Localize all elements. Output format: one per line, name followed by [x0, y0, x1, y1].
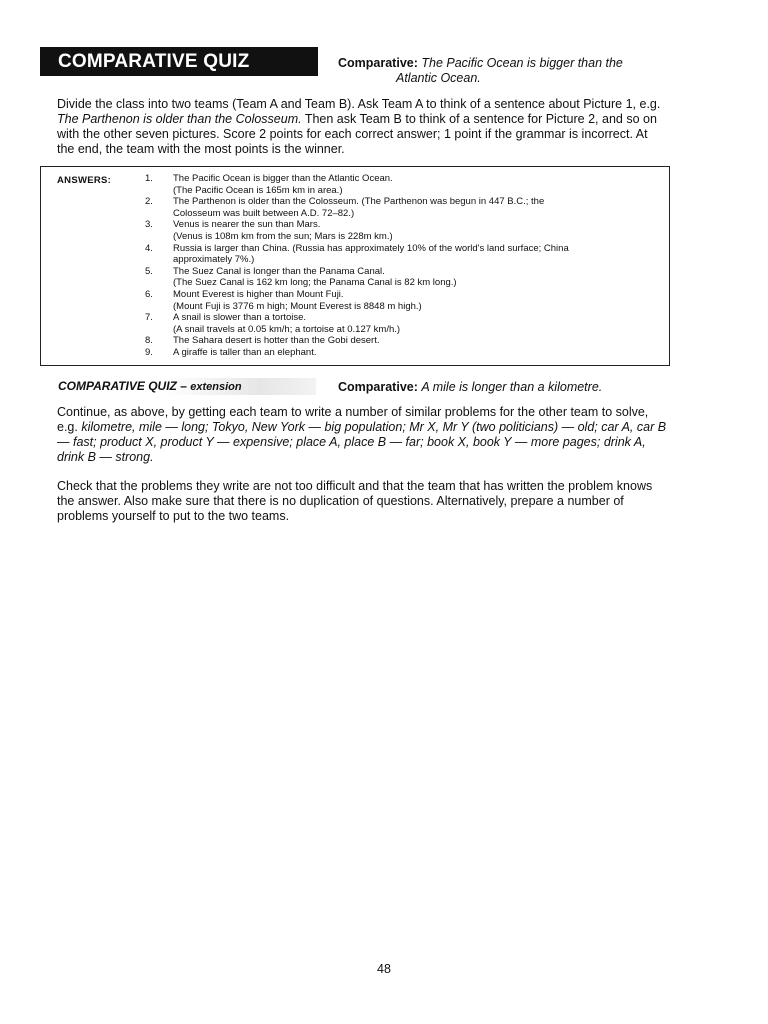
- answer-line-2: (A snail travels at 0.05 km/h; a tortoise at 0.127 km/h.): [173, 323, 401, 335]
- answer-item: [145, 335, 645, 347]
- answer-item: [145, 173, 645, 196]
- answer-number: 8.: [145, 335, 153, 347]
- answer-line-1: A snail is slower than a tortoise.: [173, 312, 307, 324]
- answer-number: 6.: [145, 288, 153, 300]
- answer-line-1: The Suez Canal is longer than the Panama Canal.: [173, 265, 385, 277]
- section-title: COMPARATIVE QUIZ: [58, 51, 250, 72]
- answer-number: 5.: [145, 265, 153, 277]
- comparative-example: [338, 56, 668, 86]
- answer-line-2: (The Suez Canal is 162 km long; the Panama Canal is 82 km long.): [173, 277, 457, 289]
- extension-comparative-label: Comparative:: [338, 380, 418, 394]
- answer-line-1: The Parthenon is older than the Colosseum. (The Parthenon was begun in 447 B.C.; the: [173, 196, 545, 208]
- comparative-example-text-1: The Pacific Ocean is bigger than the: [421, 56, 623, 70]
- check-text: Check that the problems they write are not too difficult and that the team that has written the problem knows the answer. Also make sure that there is no duplication of questions. Alternatively, prepare a number of problems yourself to put to the two teams.: [57, 479, 653, 523]
- answer-line-1: The Pacific Ocean is bigger than the Atlantic Ocean.: [173, 173, 393, 184]
- answer-item: [145, 219, 645, 242]
- extension-title: COMPARATIVE QUIZ –: [58, 379, 191, 393]
- answer-item: [145, 289, 645, 312]
- answer-item: [145, 266, 645, 289]
- answer-number: 2.: [145, 196, 153, 208]
- answer-line-1: A giraffe is taller than an elephant.: [173, 346, 317, 358]
- answer-item: [145, 347, 645, 359]
- intro-example: The Parthenon is older than the Colosseum.: [57, 112, 302, 126]
- answers-box: [40, 166, 670, 366]
- answer-line-1: The Sahara desert is hotter than the Gobi desert.: [173, 335, 380, 347]
- answer-line-2: approximately 7%.): [173, 254, 255, 266]
- comparative-label: Comparative:: [338, 56, 418, 70]
- page-number: 48: [377, 962, 391, 976]
- answer-number: 3.: [145, 219, 153, 231]
- intro-text-1: Divide the class into two teams (Team A and Team B). Ask Team A to think of a sentence about Picture 1, e.g.: [57, 97, 661, 111]
- answer-line-2: (Venus is 108m km from the sun; Mars is 228m km.): [173, 230, 393, 242]
- answer-line-1: Russia is larger than China. (Russia has approximately 10% of the world's land surface; China: [173, 242, 569, 254]
- answer-line-2: (The Pacific Ocean is 165m km in area.): [173, 184, 343, 196]
- extension-title-suffix: extension: [190, 381, 242, 393]
- answer-line-2: Colosseum was built between A.D. 72–82.): [173, 207, 355, 219]
- answer-number: 7.: [145, 312, 153, 324]
- answer-number: 9.: [145, 346, 153, 358]
- intro-text-2: Then ask Team B to think of a sentence for Picture 2, and so on with the other seven pictures. Score 2 points for each correct answer; 1 point if the grammar is incorrect. At the end, the team with the most points is the winner.: [57, 112, 657, 156]
- answer-line-1: Mount Everest is higher than Mount Fuji.: [173, 288, 344, 300]
- extension-example: [338, 380, 668, 395]
- check-paragraph: [57, 479, 667, 524]
- extension-title-banner: [40, 378, 316, 395]
- continue-examples: kilometre, mile — long; Tokyo, New York — big population; Mr X, Mr Y (two politicians) — old; car A, car B — fast; product X, product Y — expensive; place A, place B — far; book X, book Y — more pages; drink A, drink B — strong.: [57, 420, 667, 464]
- answer-line-1: Venus is nearer the sun than Mars.: [173, 219, 321, 231]
- answer-item: [145, 196, 645, 219]
- continue-paragraph: [57, 405, 667, 465]
- extension-example-text: A mile is longer than a kilometre.: [421, 380, 603, 394]
- answers-list: [145, 173, 645, 359]
- intro-paragraph: [57, 97, 667, 157]
- comparative-example-text-2: Atlantic Ocean.: [396, 71, 481, 85]
- answer-line-2: (Mount Fuji is 3776 m high; Mount Everest is 8848 m high.): [173, 300, 422, 312]
- section-title-banner: [40, 47, 318, 76]
- answer-item: [145, 312, 645, 335]
- continue-text: Continue, as above, by getting each team to write a number of similar problems for the other team to solve, e.g.: [57, 405, 649, 434]
- answer-item: [145, 243, 645, 266]
- answer-number: 1.: [145, 173, 153, 184]
- answers-label: ANSWERS:: [57, 175, 112, 186]
- answer-number: 4.: [145, 242, 153, 254]
